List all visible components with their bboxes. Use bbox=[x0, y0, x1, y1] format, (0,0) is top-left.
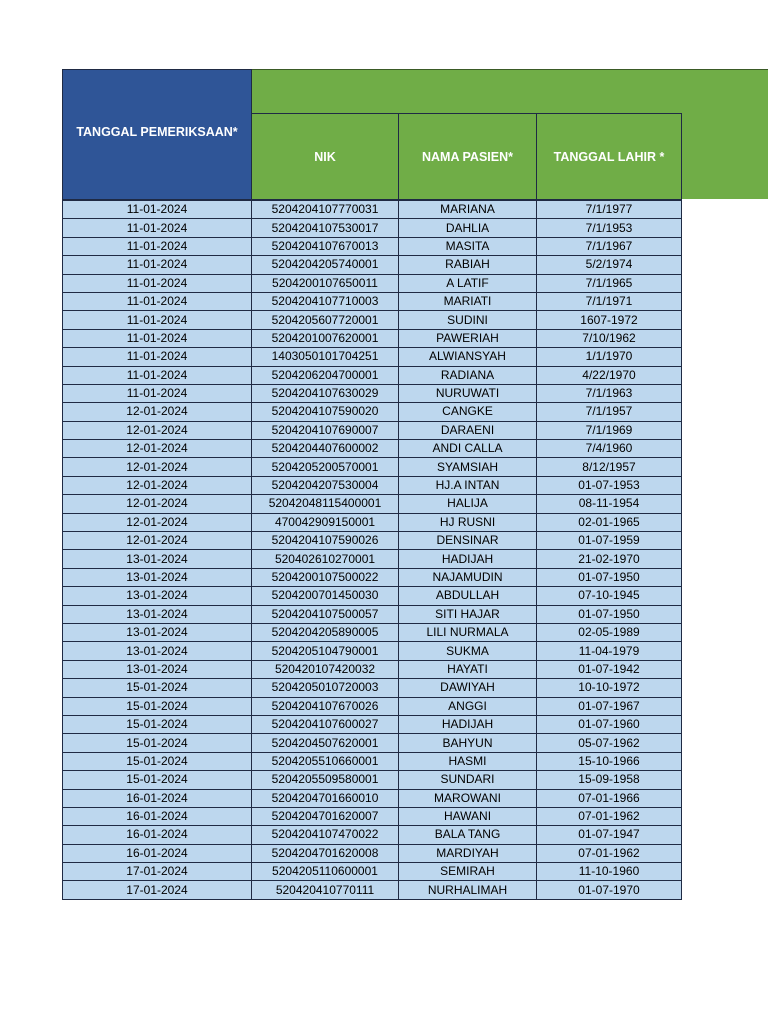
cell-nama-pasien[interactable]: HALIJA bbox=[399, 495, 537, 513]
cell-tanggal-lahir[interactable]: 01-07-1953 bbox=[537, 476, 682, 494]
header-nama-pasien[interactable]: NAMA PASIEN* bbox=[398, 113, 537, 200]
cell-nama-pasien[interactable]: ALWIANSYAH bbox=[399, 348, 537, 366]
cell-nama-pasien[interactable]: SUKMA bbox=[399, 642, 537, 660]
cell-nik[interactable]: 5204204107710003 bbox=[252, 292, 399, 310]
table-row[interactable] bbox=[63, 605, 682, 623]
cell-tanggal-pemeriksaan[interactable]: 12-01-2024 bbox=[63, 458, 252, 476]
patient-table bbox=[62, 200, 682, 900]
cell-nik[interactable]: 5204204701660010 bbox=[252, 789, 399, 807]
cell-nik[interactable]: 5204204107590020 bbox=[252, 403, 399, 421]
table-row[interactable] bbox=[63, 660, 682, 678]
cell-nama-pasien[interactable]: BAHYUN bbox=[399, 734, 537, 752]
cell-tanggal-lahir[interactable]: 01-07-1960 bbox=[537, 715, 682, 733]
table-row[interactable] bbox=[63, 623, 682, 641]
table-row[interactable] bbox=[63, 311, 682, 329]
cell-tanggal-pemeriksaan[interactable]: 11-01-2024 bbox=[63, 274, 252, 292]
cell-nik[interactable]: 5204204205740001 bbox=[252, 256, 399, 274]
cell-tanggal-pemeriksaan[interactable]: 12-01-2024 bbox=[63, 532, 252, 550]
cell-nik[interactable]: 5204204107470022 bbox=[252, 826, 399, 844]
table-row[interactable] bbox=[63, 826, 682, 844]
cell-nik[interactable]: 5204200701450030 bbox=[252, 587, 399, 605]
cell-tanggal-pemeriksaan[interactable]: 15-01-2024 bbox=[63, 715, 252, 733]
table-row[interactable] bbox=[63, 863, 682, 881]
cell-tanggal-pemeriksaan[interactable]: 12-01-2024 bbox=[63, 421, 252, 439]
table-row[interactable] bbox=[63, 807, 682, 825]
cell-tanggal-lahir[interactable]: 01-07-1950 bbox=[537, 568, 682, 586]
cell-nama-pasien[interactable]: SUDINI bbox=[399, 311, 537, 329]
cell-nik[interactable]: 1403050101704251 bbox=[252, 348, 399, 366]
cell-tanggal-pemeriksaan[interactable]: 16-01-2024 bbox=[63, 789, 252, 807]
cell-nik[interactable]: 5204204107690007 bbox=[252, 421, 399, 439]
cell-nik[interactable]: 52042048115400001 bbox=[252, 495, 399, 513]
cell-nama-pasien[interactable]: A LATIF bbox=[399, 274, 537, 292]
table-row[interactable] bbox=[63, 384, 682, 402]
cell-tanggal-pemeriksaan[interactable]: 13-01-2024 bbox=[63, 550, 252, 568]
cell-tanggal-pemeriksaan[interactable]: 13-01-2024 bbox=[63, 642, 252, 660]
cell-nik[interactable]: 5204204205890005 bbox=[252, 623, 399, 641]
cell-tanggal-lahir[interactable]: 4/22/1970 bbox=[537, 366, 682, 384]
table-row[interactable] bbox=[63, 587, 682, 605]
cell-nama-pasien[interactable]: DARAENI bbox=[399, 421, 537, 439]
cell-tanggal-lahir[interactable]: 05-07-1962 bbox=[537, 734, 682, 752]
cell-nama-pasien[interactable]: LILI NURMALA bbox=[399, 623, 537, 641]
cell-tanggal-lahir[interactable]: 7/1/1963 bbox=[537, 384, 682, 402]
cell-nik[interactable]: 5204204407600002 bbox=[252, 440, 399, 458]
cell-nama-pasien[interactable]: MARDIYAH bbox=[399, 844, 537, 862]
cell-nik[interactable]: 5204204107590026 bbox=[252, 532, 399, 550]
cell-nik[interactable]: 5204204701620007 bbox=[252, 807, 399, 825]
green-header-band bbox=[251, 69, 768, 113]
cell-tanggal-pemeriksaan[interactable]: 11-01-2024 bbox=[63, 201, 252, 219]
cell-tanggal-lahir[interactable]: 7/1/1969 bbox=[537, 421, 682, 439]
cell-tanggal-lahir[interactable]: 11-04-1979 bbox=[537, 642, 682, 660]
cell-tanggal-lahir[interactable]: 1/1/1970 bbox=[537, 348, 682, 366]
cell-tanggal-pemeriksaan[interactable]: 15-01-2024 bbox=[63, 771, 252, 789]
cell-tanggal-pemeriksaan[interactable]: 12-01-2024 bbox=[63, 495, 252, 513]
cell-tanggal-pemeriksaan[interactable]: 11-01-2024 bbox=[63, 384, 252, 402]
cell-tanggal-lahir[interactable]: 5/2/1974 bbox=[537, 256, 682, 274]
cell-nama-pasien[interactable]: HAYATI bbox=[399, 660, 537, 678]
cell-nama-pasien[interactable]: NURUWATI bbox=[399, 384, 537, 402]
cell-nik[interactable]: 520420107420032 bbox=[252, 660, 399, 678]
cell-tanggal-lahir[interactable]: 07-10-1945 bbox=[537, 587, 682, 605]
cell-tanggal-lahir[interactable]: 07-01-1966 bbox=[537, 789, 682, 807]
cell-tanggal-lahir[interactable]: 01-07-1967 bbox=[537, 697, 682, 715]
cell-nama-pasien[interactable]: DAWIYAH bbox=[399, 679, 537, 697]
table-row[interactable] bbox=[63, 292, 682, 310]
green-header-extension bbox=[681, 113, 768, 199]
cell-tanggal-pemeriksaan[interactable]: 11-01-2024 bbox=[63, 311, 252, 329]
cell-tanggal-lahir[interactable]: 7/4/1960 bbox=[537, 440, 682, 458]
cell-nik[interactable]: 5204204107670026 bbox=[252, 697, 399, 715]
cell-nik[interactable]: 5204201007620001 bbox=[252, 329, 399, 347]
cell-nama-pasien[interactable]: HASMI bbox=[399, 752, 537, 770]
cell-nama-pasien[interactable]: DAHLIA bbox=[399, 219, 537, 237]
cell-nik[interactable]: 5204200107650011 bbox=[252, 274, 399, 292]
cell-tanggal-pemeriksaan[interactable]: 11-01-2024 bbox=[63, 292, 252, 310]
cell-nik[interactable]: 5204205010720003 bbox=[252, 679, 399, 697]
table-row[interactable] bbox=[63, 274, 682, 292]
cell-nik[interactable]: 5204205110600001 bbox=[252, 863, 399, 881]
table-row[interactable] bbox=[63, 642, 682, 660]
cell-nama-pasien[interactable]: SUNDARI bbox=[399, 771, 537, 789]
cell-tanggal-pemeriksaan[interactable]: 13-01-2024 bbox=[63, 623, 252, 641]
cell-nik[interactable]: 5204204107630029 bbox=[252, 384, 399, 402]
cell-nama-pasien[interactable]: SITI HAJAR bbox=[399, 605, 537, 623]
cell-tanggal-lahir[interactable]: 7/1/1965 bbox=[537, 274, 682, 292]
cell-nik[interactable]: 520420410770111 bbox=[252, 881, 399, 899]
cell-tanggal-pemeriksaan[interactable]: 11-01-2024 bbox=[63, 329, 252, 347]
table-row[interactable] bbox=[63, 715, 682, 733]
cell-nama-pasien[interactable]: ANDI CALLA bbox=[399, 440, 537, 458]
table-row[interactable] bbox=[63, 329, 682, 347]
cell-nik[interactable]: 5204204107670013 bbox=[252, 237, 399, 255]
cell-tanggal-lahir[interactable]: 8/12/1957 bbox=[537, 458, 682, 476]
table-row[interactable] bbox=[63, 403, 682, 421]
table-row[interactable] bbox=[63, 366, 682, 384]
cell-nama-pasien[interactable]: HADIJAH bbox=[399, 550, 537, 568]
cell-nik[interactable]: 5204204107500057 bbox=[252, 605, 399, 623]
cell-nik[interactable]: 5204204107530017 bbox=[252, 219, 399, 237]
table-row[interactable] bbox=[63, 237, 682, 255]
cell-tanggal-lahir[interactable]: 02-05-1989 bbox=[537, 623, 682, 641]
cell-tanggal-lahir[interactable]: 02-01-1965 bbox=[537, 513, 682, 531]
cell-tanggal-lahir[interactable]: 01-07-1950 bbox=[537, 605, 682, 623]
cell-nik[interactable]: 5204205200570001 bbox=[252, 458, 399, 476]
table-row[interactable] bbox=[63, 219, 682, 237]
cell-nama-pasien[interactable]: HAWANI bbox=[399, 807, 537, 825]
table-row[interactable] bbox=[63, 881, 682, 899]
cell-nama-pasien[interactable]: DENSINAR bbox=[399, 532, 537, 550]
cell-tanggal-lahir[interactable]: 21-02-1970 bbox=[537, 550, 682, 568]
cell-nik[interactable]: 5204204207530004 bbox=[252, 476, 399, 494]
cell-tanggal-lahir[interactable]: 01-07-1947 bbox=[537, 826, 682, 844]
table-row[interactable] bbox=[63, 495, 682, 513]
cell-tanggal-pemeriksaan[interactable]: 17-01-2024 bbox=[63, 863, 252, 881]
cell-nama-pasien[interactable]: ANGGI bbox=[399, 697, 537, 715]
cell-tanggal-pemeriksaan[interactable]: 17-01-2024 bbox=[63, 881, 252, 899]
table-row[interactable] bbox=[63, 256, 682, 274]
table-row[interactable] bbox=[63, 752, 682, 770]
cell-tanggal-lahir[interactable]: 01-07-1942 bbox=[537, 660, 682, 678]
cell-tanggal-pemeriksaan[interactable]: 11-01-2024 bbox=[63, 219, 252, 237]
table-row[interactable] bbox=[63, 348, 682, 366]
cell-nama-pasien[interactable]: MASITA bbox=[399, 237, 537, 255]
header-nik[interactable]: NIK bbox=[251, 113, 399, 200]
cell-tanggal-lahir[interactable]: 15-10-1966 bbox=[537, 752, 682, 770]
cell-tanggal-lahir[interactable]: 15-09-1958 bbox=[537, 771, 682, 789]
cell-tanggal-lahir[interactable]: 07-01-1962 bbox=[537, 844, 682, 862]
cell-tanggal-lahir[interactable]: 1607-1972 bbox=[537, 311, 682, 329]
cell-nama-pasien[interactable]: HADIJAH bbox=[399, 715, 537, 733]
cell-nama-pasien[interactable]: BALA TANG bbox=[399, 826, 537, 844]
cell-nik[interactable]: 520402610270001 bbox=[252, 550, 399, 568]
cell-tanggal-pemeriksaan[interactable]: 16-01-2024 bbox=[63, 807, 252, 825]
cell-nama-pasien[interactable]: NAJAMUDIN bbox=[399, 568, 537, 586]
table-row[interactable] bbox=[63, 458, 682, 476]
table-row[interactable] bbox=[63, 421, 682, 439]
cell-tanggal-lahir[interactable]: 10-10-1972 bbox=[537, 679, 682, 697]
cell-tanggal-pemeriksaan[interactable]: 11-01-2024 bbox=[63, 348, 252, 366]
cell-tanggal-lahir[interactable]: 7/10/1962 bbox=[537, 329, 682, 347]
cell-tanggal-lahir[interactable]: 01-07-1970 bbox=[537, 881, 682, 899]
table-row[interactable] bbox=[63, 734, 682, 752]
table-row[interactable] bbox=[63, 513, 682, 531]
cell-tanggal-pemeriksaan[interactable]: 15-01-2024 bbox=[63, 697, 252, 715]
cell-nama-pasien[interactable]: NURHALIMAH bbox=[399, 881, 537, 899]
cell-nama-pasien[interactable]: HJ.A INTAN bbox=[399, 476, 537, 494]
cell-nik[interactable]: 5204205104790001 bbox=[252, 642, 399, 660]
table-row[interactable] bbox=[63, 771, 682, 789]
table-row[interactable] bbox=[63, 679, 682, 697]
cell-tanggal-lahir[interactable]: 7/1/1967 bbox=[537, 237, 682, 255]
cell-tanggal-lahir[interactable]: 08-11-1954 bbox=[537, 495, 682, 513]
table-row[interactable] bbox=[63, 697, 682, 715]
cell-tanggal-pemeriksaan[interactable]: 16-01-2024 bbox=[63, 826, 252, 844]
cell-nama-pasien[interactable]: ABDULLAH bbox=[399, 587, 537, 605]
table-row[interactable] bbox=[63, 532, 682, 550]
cell-tanggal-pemeriksaan[interactable]: 12-01-2024 bbox=[63, 403, 252, 421]
cell-nama-pasien[interactable]: RABIAH bbox=[399, 256, 537, 274]
cell-nama-pasien[interactable]: SEMIRAH bbox=[399, 863, 537, 881]
cell-nik[interactable]: 470042909150001 bbox=[252, 513, 399, 531]
cell-tanggal-pemeriksaan[interactable]: 16-01-2024 bbox=[63, 844, 252, 862]
cell-nama-pasien[interactable]: MAROWANI bbox=[399, 789, 537, 807]
cell-tanggal-pemeriksaan[interactable]: 11-01-2024 bbox=[63, 256, 252, 274]
table-row[interactable] bbox=[63, 476, 682, 494]
cell-nama-pasien[interactable]: CANGKE bbox=[399, 403, 537, 421]
table-row[interactable] bbox=[63, 440, 682, 458]
cell-nik[interactable]: 5204204107600027 bbox=[252, 715, 399, 733]
cell-nik[interactable]: 5204204507620001 bbox=[252, 734, 399, 752]
table-row[interactable] bbox=[63, 789, 682, 807]
cell-tanggal-lahir[interactable]: 7/1/1971 bbox=[537, 292, 682, 310]
cell-tanggal-lahir[interactable]: 01-07-1959 bbox=[537, 532, 682, 550]
table-row[interactable] bbox=[63, 568, 682, 586]
cell-nik[interactable]: 5204200107500022 bbox=[252, 568, 399, 586]
cell-nama-pasien[interactable]: SYAMSIAH bbox=[399, 458, 537, 476]
cell-nik[interactable]: 5204205607720001 bbox=[252, 311, 399, 329]
cell-tanggal-pemeriksaan[interactable]: 15-01-2024 bbox=[63, 734, 252, 752]
cell-nama-pasien[interactable]: RADIANA bbox=[399, 366, 537, 384]
cell-tanggal-pemeriksaan[interactable]: 12-01-2024 bbox=[63, 440, 252, 458]
cell-tanggal-lahir[interactable]: 11-10-1960 bbox=[537, 863, 682, 881]
cell-tanggal-pemeriksaan[interactable]: 13-01-2024 bbox=[63, 605, 252, 623]
cell-nik[interactable]: 5204204701620008 bbox=[252, 844, 399, 862]
cell-tanggal-pemeriksaan[interactable]: 11-01-2024 bbox=[63, 366, 252, 384]
cell-nama-pasien[interactable]: PAWERIAH bbox=[399, 329, 537, 347]
cell-tanggal-lahir[interactable]: 07-01-1962 bbox=[537, 807, 682, 825]
table-row[interactable] bbox=[63, 844, 682, 862]
cell-tanggal-pemeriksaan[interactable]: 12-01-2024 bbox=[63, 476, 252, 494]
cell-tanggal-pemeriksaan[interactable]: 12-01-2024 bbox=[63, 513, 252, 531]
patient-table-body bbox=[63, 201, 682, 900]
cell-nik[interactable]: 5204205510660001 bbox=[252, 752, 399, 770]
cell-nik[interactable]: 5204206204700001 bbox=[252, 366, 399, 384]
cell-nik[interactable]: 5204205509580001 bbox=[252, 771, 399, 789]
cell-tanggal-pemeriksaan[interactable]: 13-01-2024 bbox=[63, 587, 252, 605]
header-tanggal-lahir[interactable]: TANGGAL LAHIR * bbox=[536, 113, 682, 200]
cell-nama-pasien[interactable]: MARIANA bbox=[399, 201, 537, 219]
cell-nama-pasien[interactable]: HJ RUSNI bbox=[399, 513, 537, 531]
cell-tanggal-pemeriksaan[interactable]: 13-01-2024 bbox=[63, 568, 252, 586]
cell-tanggal-pemeriksaan[interactable]: 15-01-2024 bbox=[63, 752, 252, 770]
cell-nik[interactable]: 5204204107770031 bbox=[252, 201, 399, 219]
header-tanggal-pemeriksaan[interactable]: TANGGAL PEMERIKSAAN* bbox=[62, 69, 252, 200]
cell-tanggal-lahir[interactable]: 7/1/1957 bbox=[537, 403, 682, 421]
cell-tanggal-pemeriksaan[interactable]: 15-01-2024 bbox=[63, 679, 252, 697]
cell-tanggal-pemeriksaan[interactable]: 13-01-2024 bbox=[63, 660, 252, 678]
table-row[interactable] bbox=[63, 201, 682, 219]
table-row[interactable] bbox=[63, 550, 682, 568]
cell-tanggal-lahir[interactable]: 7/1/1977 bbox=[537, 201, 682, 219]
cell-nama-pasien[interactable]: MARIATI bbox=[399, 292, 537, 310]
cell-tanggal-pemeriksaan[interactable]: 11-01-2024 bbox=[63, 237, 252, 255]
cell-tanggal-lahir[interactable]: 7/1/1953 bbox=[537, 219, 682, 237]
